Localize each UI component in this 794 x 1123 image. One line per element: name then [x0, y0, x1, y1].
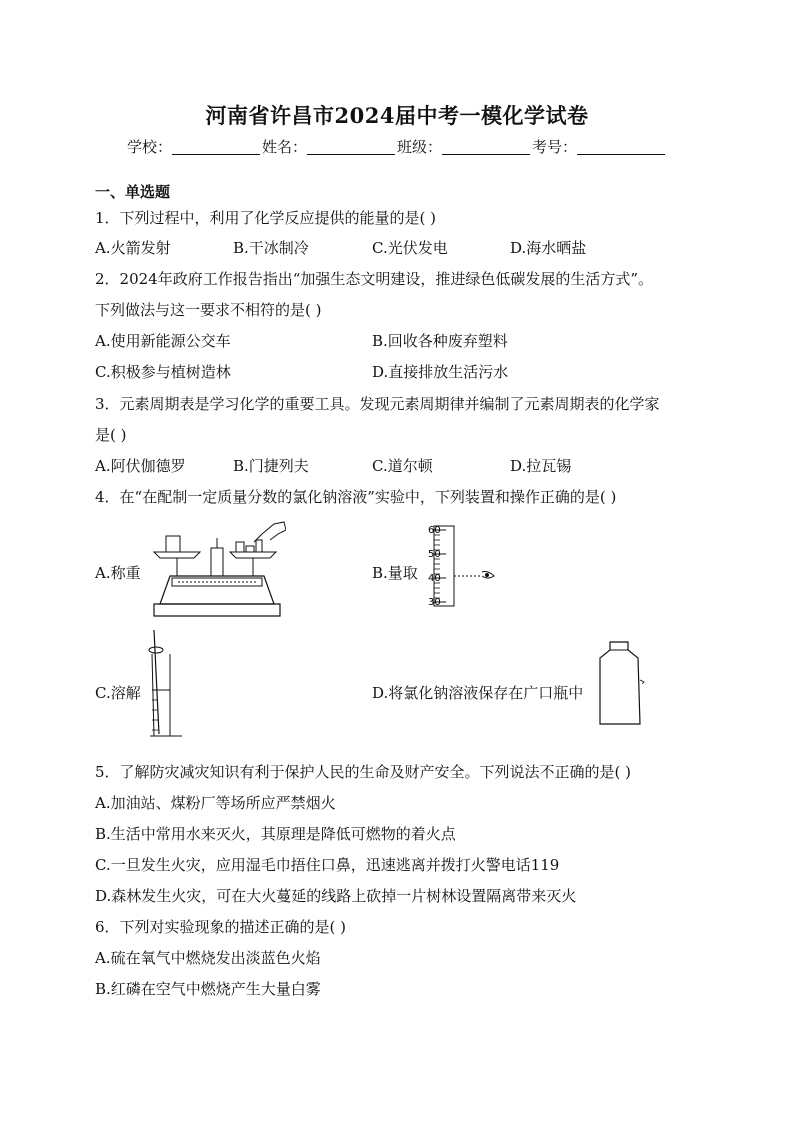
q1-option-d[interactable]: D.海水晒盐	[510, 239, 587, 257]
q4-option-b[interactable]: B.量取	[372, 564, 418, 582]
q6-option-b[interactable]: B.红磷在空气中燃烧产生大量白雾	[95, 980, 321, 998]
q3-option-c[interactable]: C.道尔顿	[372, 457, 433, 475]
q4-option-a[interactable]: A.称重	[95, 564, 141, 582]
q6-stem: 6．下列对实验现象的描述正确的是( )	[95, 918, 347, 936]
graduated-cylinder-scale-figure	[422, 522, 502, 608]
q2-option-d[interactable]: D.直接排放生活污水	[372, 363, 509, 381]
name-blank[interactable]	[307, 140, 395, 155]
q6-option-a[interactable]: A.硫在氧气中燃烧发出淡蓝色火焰	[95, 949, 321, 967]
number-blank[interactable]	[577, 140, 665, 155]
q5-option-c[interactable]: C.一旦发生火灾，应用湿毛巾捂住口鼻，迅速逃离并拨打火警电话119	[95, 856, 560, 874]
q4-stem: 4．在“在配制一定质量分数的氯化钠溶液”实验中，下列装置和操作正确的是( )	[95, 488, 617, 506]
q2-option-b[interactable]: B.回收各种废弃塑料	[372, 332, 508, 350]
q3-stem-line1: 3．元素周期表是学习化学的重要工具。发现元素周期律并编制了元素周期表的化学家	[95, 395, 660, 413]
wide-mouth-bottle-figure	[598, 640, 648, 726]
q1-option-b[interactable]: B.干冰制冷	[233, 239, 309, 257]
q1-option-c[interactable]: C.光伏发电	[372, 239, 448, 257]
name-label: 姓名：	[261, 138, 307, 156]
balance-figure	[148, 518, 286, 620]
q3-option-b[interactable]: B.门捷列夫	[233, 457, 309, 475]
q3-stem-line2: 是( )	[95, 426, 127, 444]
student-info-row	[0, 136, 794, 157]
class-blank[interactable]	[442, 140, 530, 155]
q3-option-a[interactable]: A.阿伏伽德罗	[95, 457, 186, 475]
q5-stem: 5．了解防灾减灾知识有利于保护人民的生命及财产安全。下列说法不正确的是( )	[95, 763, 632, 781]
exam-title: 河南省许昌市2024届中考一模化学试卷	[205, 103, 589, 128]
q1-option-a[interactable]: A.火箭发射	[95, 239, 171, 257]
number-label: 考号：	[532, 138, 578, 156]
q2-option-c[interactable]: C.积极参与植树造林	[95, 363, 231, 381]
class-label: 班级：	[397, 138, 443, 156]
scale-tick-40: 40	[428, 573, 441, 584]
q2-stem-line1: 2．2024年政府工作报告指出“加强生态文明建设，推进绿色低碳发展的生活方式”。	[95, 270, 654, 288]
q3-option-d[interactable]: D.拉瓦锡	[510, 457, 572, 475]
q2-option-a[interactable]: A.使用新能源公交车	[95, 332, 231, 350]
section-heading: 一、单选题	[95, 183, 171, 201]
scale-tick-30: 30	[428, 597, 441, 608]
school-blank[interactable]	[172, 140, 260, 155]
q2-stem-line2: 下列做法与这一要求不相符的是( )	[95, 301, 322, 319]
scale-tick-60: 60	[428, 525, 441, 536]
q1-stem: 1．下列过程中，利用了化学反应提供的能量的是( )	[95, 209, 437, 227]
q5-option-a[interactable]: A.加油站、煤粉厂等场所应严禁烟火	[95, 794, 336, 812]
q5-option-b[interactable]: B.生活中常用水来灭火，其原理是降低可燃物的着火点	[95, 825, 456, 843]
q4-option-d[interactable]: D.将氯化钠溶液保存在广口瓶中	[372, 684, 584, 702]
school-label: 学校：	[126, 138, 172, 156]
q5-option-d[interactable]: D.森林发生火灾，可在大火蔓延的线路上砍掉一片树林设置隔离带来灭火	[95, 887, 577, 905]
scale-tick-50: 50	[428, 549, 441, 560]
q4-option-c[interactable]: C.溶解	[95, 684, 141, 702]
stirring-beaker-figure	[140, 630, 186, 740]
